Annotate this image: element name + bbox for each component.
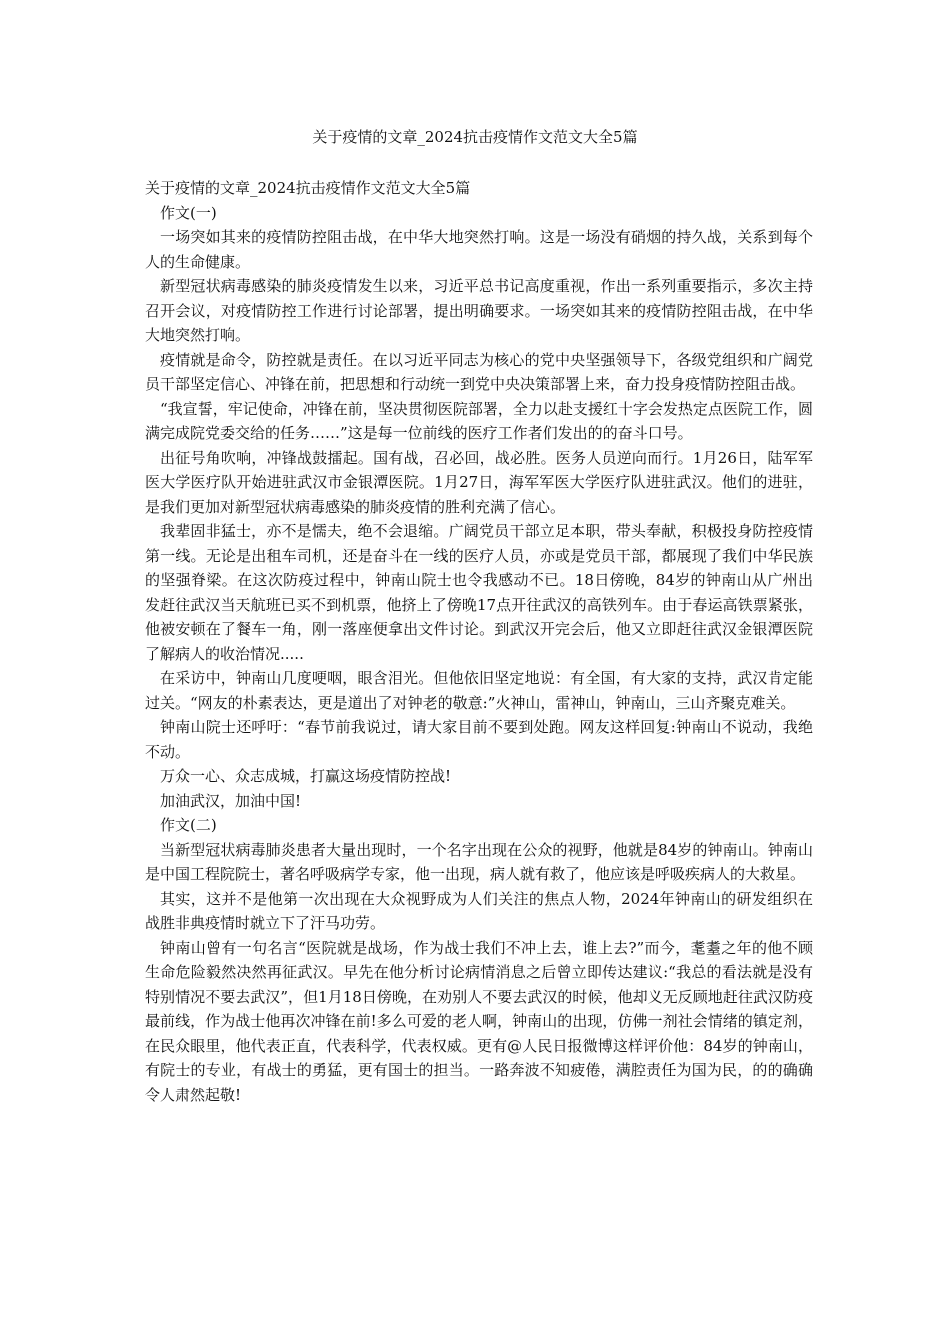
paragraph: 一场突如其来的疫情防控阻击战，在中华大地突然打响。这是一场没有硝烟的持久战，关系到每个人的生命健康。 bbox=[145, 228, 813, 271]
section-label-2: 作文(二) bbox=[160, 816, 217, 834]
document-heading: 关于疫情的文章_2024抗击疫情作文范文大全5篇 bbox=[145, 179, 471, 197]
paragraph: 万众一心、众志成城，打赢这场疫情防控战! bbox=[160, 767, 452, 785]
paragraph: 当新型冠状病毒肺炎患者大量出现时，一个名字出现在公众的视野，他就是84岁的钟南山。钟南山是中国工程院院士，著名呼吸病学专家，他一出现，病人就有救了，他应该是呼吸疾病人的大救星。 bbox=[145, 840, 813, 883]
paragraph: 我辈固非猛士，亦不是懦夫，绝不会退缩。广阔党员干部立足本职，带头奉献，积极投身防控疫情第一线。无论是出租车司机，还是奋斗在一线的医疗人员，亦或是党员干部，都展现了我们中华民族的坚强脊梁。在这次防疫过程中，钟南山院士也令我感动不已。18日傍晚，84岁的钟南山从广州出发赶往武汉当天航班已买不到机票，他挤上了傍晚17点开往武汉的高铁列车。由于春运高铁票紧张，他被安顿在了餐车一角，刚一落座便拿出文件讨论。到武汉开完会后，他又立即赶往武汉金银潭医院了解病人的收治情况..... bbox=[145, 522, 813, 663]
paragraph: 加油武汉，加油中国! bbox=[160, 791, 302, 810]
paragraph: 新型冠状病毒感染的肺炎疫情发生以来，习近平总书记高度重视，作出一系列重要指示，多次主持召开会议，对疫情防控工作进行讨论部署，提出明确要求。一场突如其来的疫情防控阻击战，在中华大地突然打响。 bbox=[145, 277, 813, 344]
page-title: 关于疫情的文章_2024抗击疫情作文范文大全5篇 bbox=[312, 128, 638, 146]
paragraph: 钟南山院士还呼吁：“春节前我说过，请大家目前不要到处跑。网友这样回复:钟南山不说动，我绝不动。 bbox=[145, 718, 813, 761]
paragraph: 其实，这并不是他第一次出现在大众视野成为人们关注的焦点人物，2024年钟南山的研发组织在战胜非典疫情时就立下了汗马功劳。 bbox=[145, 889, 813, 932]
paragraph: 钟南山曾有一句名言“医院就是战场，作为战士我们不冲上去，谁上去?”而今，耄耋之年的他不顾生命危险毅然决然再征武汉。早先在他分析讨论病情消息之后曾立即传达建议:“我总的看法就是没有特别情况不要去武汉”，但1月18日傍晚，在劝别人不要去武汉的时候，他却义无反顾地赶往武汉防疫最前线，作为战士他再次冲锋在前!多么可爱的老人啊，钟南山的出现，仿佛一剂社会情绪的镇定剂，在民众眼里，他代表正直，代表科学，代表权威。更有@人民日报微博这样评价他：84岁的钟南山，有院士的专业，有战士的勇猛，更有国士的担当。一路奔波不知疲倦，满腔责任为国为民，的的确确令人肃然起敬! bbox=[145, 938, 813, 1104]
document-body bbox=[145, 176, 813, 1107]
paragraph: 疫情就是命令，防控就是责任。在以习近平同志为核心的党中央坚强领导下，各级党组织和广阔党员干部坚定信心、冲锋在前，把思想和行动统一到党中央决策部署上来，奋力投身疫情防控阻击战。 bbox=[145, 350, 813, 393]
paragraph: “我宣誓，牢记使命，冲锋在前，坚决贯彻医院部署，全力以赴支援红十字会发热定点医院工作，圆满完成院党委交给的任务……”这是每一位前线的医疗工作者们发出的的奋斗口号。 bbox=[145, 399, 813, 442]
section-label-1: 作文(一) bbox=[160, 203, 217, 222]
paragraph: 出征号角吹响，冲锋战鼓擂起。国有战，召必回，战必胜。医务人员逆向而行。1月26日，陆军军医大学医疗队开始进驻武汉市金银潭医院。1月27日，海军军医大学医疗队进驻武汉。他们的进驻，是我们更加对新型冠状病毒感染的肺炎疫情的胜利充满了信心。 bbox=[145, 448, 813, 516]
paragraph: 在采访中，钟南山几度哽咽，眼含泪光。但他依旧坚定地说：有全国，有大家的支持，武汉肯定能过关。“网友的朴素表达，更是道出了对钟老的敬意:”火神山，雷神山，钟南山，三山齐聚克难关。 bbox=[145, 669, 813, 712]
